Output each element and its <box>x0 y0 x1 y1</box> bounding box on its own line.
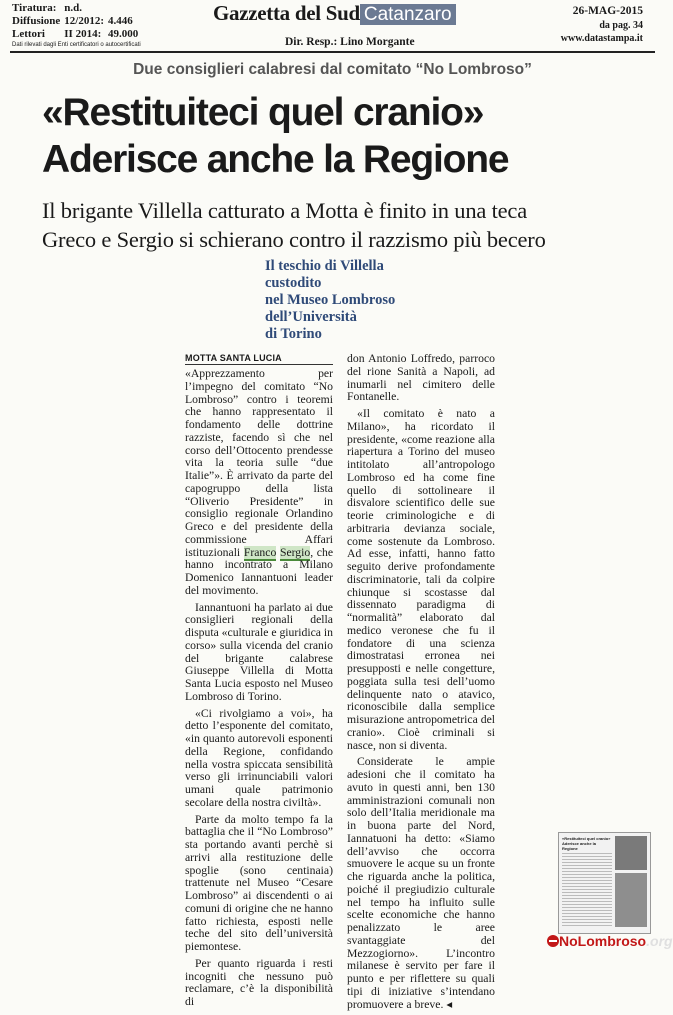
site: www.datastampa.it <box>560 33 643 44</box>
thumbnail-headline: «Restituiteci quel cranio» Aderisce anche la Regione <box>562 836 611 851</box>
highlight-franco: Franco <box>243 545 277 559</box>
masthead <box>213 1 456 26</box>
tiratura-label: Tiratura: <box>12 2 57 14</box>
paragraph: Parte da molto tempo fa la battaglia che il “No Lombroso” sta portando avanti perchè si arrivi alla restituzione delle spoglie (sono centinaia) trattenute nel Museo “Cesare Lombroso” ai discendenti o ai comuni di origine che ne hanno fatto richiesta, esposti nelle teche del sito dell’università piemontese. <box>185 812 333 953</box>
masthead-edition: Catanzaro <box>360 4 456 25</box>
masthead-name: Gazzetta del Sud <box>213 1 360 25</box>
kicker: Due consiglieri calabresi dal comitato “No Lombroso” <box>133 61 532 78</box>
diffusione-value: 4.446 <box>108 15 133 27</box>
no-entry-icon <box>547 935 559 947</box>
dateline: MOTTA SANTA LUCIA <box>185 353 282 363</box>
paragraph: Iannantuoni ha parlato ai due consiglieri regionali della disputa «culturale e giuridica in corso» sulla vicenda del cranio del brigante calabrese Giuseppe Villella di Motta Santa Lucia esposto nel Museo Lombroso di Torino. <box>185 600 333 703</box>
diffusione-period: 12/2012: <box>64 15 105 27</box>
paragraph: don Antonio Loffredo, parroco del rione Sanità a Napoli, ad inumarli nel cimitero delle Fontanelle. <box>347 352 495 404</box>
article-column-2 <box>347 353 495 1015</box>
page-thumbnail <box>558 832 651 934</box>
thumbnail-photo <box>615 873 647 927</box>
tiratura-value: n.d. <box>64 2 83 14</box>
diffusione-label: Diffusione <box>12 15 61 27</box>
paragraph: Considerate le ampie adesioni che il comitato ha avuto in questi anni, ben 130 amministrazioni comunali non solo dell’Italia meridionale ma in buona parte del Nord, Iannatuoni ha detto: «Siamo dell’avviso che occorra smuovere le acque su un fronte che riguarda anche la politica, poiché il pregiudizio culturale nel tempo ha influito sulle scelte economiche che hanno penalizzato le aree svantaggiate del Mezzogiorno». L’incontro milanese è servito per fare il punto e per riflettere su quali tipi di iniziative s’intendano promuovere a breve. ◂ <box>347 755 495 1011</box>
page-ref: da pag. 34 <box>599 20 643 31</box>
article-column-1 <box>185 368 333 1013</box>
watermark-logo: NoLombroso.org <box>547 933 673 949</box>
disclaimer: Dati rilevati dagli Enti certificatori o autocertificati <box>12 42 141 48</box>
dateline-rule <box>185 364 333 365</box>
lettori-label: Lettori <box>12 28 45 40</box>
subheadline-line-2: Greco e Sergio si schierano contro il razzismo più becero <box>42 227 546 252</box>
date: 26-MAG-2015 <box>572 5 643 17</box>
lettori-period: II 2014: <box>64 28 102 40</box>
director: Dir. Resp.: Lino Morgante <box>285 36 415 48</box>
headline-line-1: «Restituiteci quel cranio» <box>42 91 484 134</box>
header-rule <box>10 51 655 53</box>
headline-line-2: Aderisce anche la Regione <box>42 138 509 181</box>
lettori-value: 49.000 <box>108 28 139 40</box>
paragraph: «Il comitato è nato a Milano», ha ricordato il presidente, «come reazione alla riapertura a Torino del museo intitolato all’antropologo Lombroso ed ha come fine quello di sottolineare il disvalore scientifico delle sue teorie criminologiche e di arbitraria devianza sociale, come sostenute da Lombroso. Ad esse, infatti, hanno fatto seguito derive profondamente discriminatorie, tali da colpire chiunque si scostasse dal dissennato paradigma di “normalità” elaborato dal medico veronese che fu il fondatore di una scienza dimostratasi erronea nei presupposti e nelle congetture, poggiata sulla tesi dell’uomo delinquente nato o atavico, riconoscibile dalla semplice misurazione antropometrica del cranio». Cioè criminali si nasce, non si diventa. <box>347 407 495 752</box>
highlight-sergio: Sergio <box>279 545 311 559</box>
thumbnail-photo <box>615 836 647 870</box>
thumbnail-text <box>562 853 612 927</box>
subheadline-line-1: Il brigante Villella catturato a Motta è finito in una teca <box>42 198 528 223</box>
paragraph: Per quanto riguarda i resti incogniti che nessuno può reclamare, c’è la disponibilità di <box>185 956 333 1008</box>
photo-caption: Il teschio di Villella custodito nel Museo Lombroso dell’Università di Torino <box>265 258 396 342</box>
paragraph: «Apprezzamento per l’impegno del comitato “No Lombroso” contro i teoremi che hanno rappresentato il fondamento delle dottrine razziste, facendo sì che nel corso dell’Ottocento prendesse vita la teoria sulle “due Italie”». È arrivato da parte del capogruppo della lista “Oliverio Presidente” in consiglio regionale Orlandino Greco e del presidente della commissione Affari istituzionali Franco Sergio, che hanno incontrato a Milano Domenico Iannantuoni leader del movimento. <box>185 367 334 597</box>
circulation-stats <box>12 2 142 41</box>
end-mark-icon: ◂ <box>446 997 453 1011</box>
paragraph: «Ci rivolgiamo a voi», ha detto l’esponente del comitato, «in quanto autorevoli esponenti della Regione, confidando nella vostra spiccata sensibilità verso gli irrinunciabili valori umani quale patrimonio secolare della nostra civiltà». <box>185 706 333 809</box>
